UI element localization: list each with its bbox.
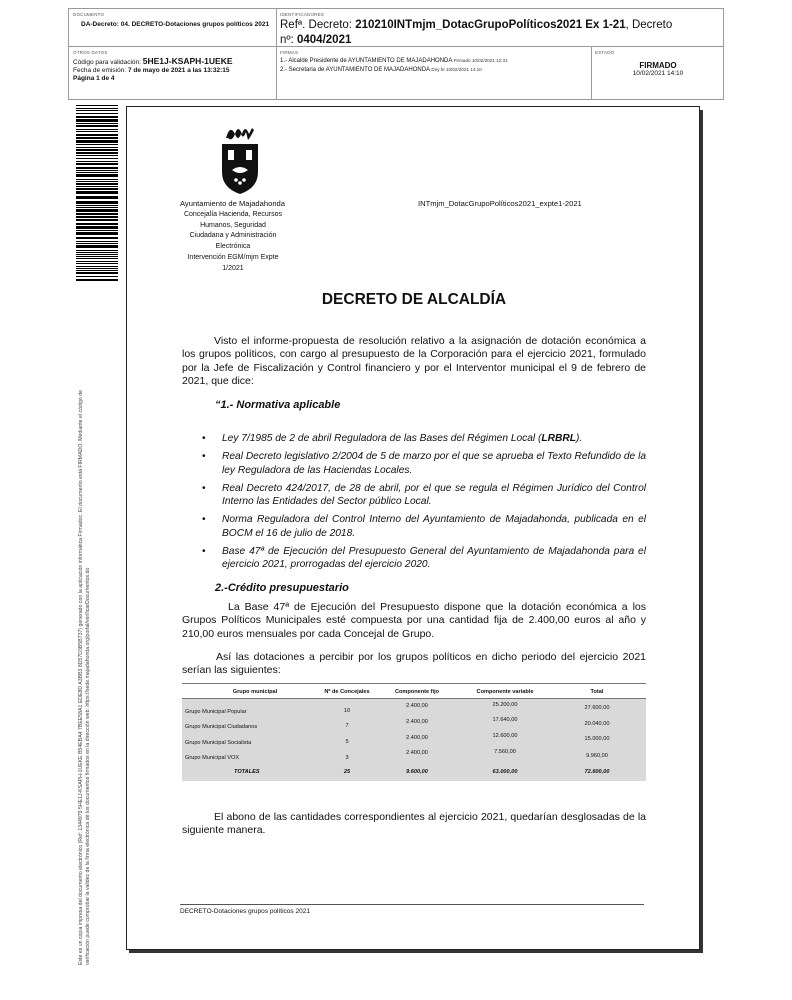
- totals-councillors: 25: [343, 769, 351, 775]
- list-item-text: Norma Reguladora del Control Interno del Ayuntamiento de Majadahonda, publicada en el BOCM el 16 de julio de 2018.: [222, 514, 646, 539]
- expediente-reference: INTmjm_DotacGrupoPolíticos2021_expte1-2021: [418, 199, 582, 208]
- fecha-value: 7 de mayo de 2021 a las 13:32:15: [127, 67, 230, 74]
- barcode-bar: [76, 272, 118, 274]
- list-item: [202, 545, 646, 572]
- cell-fixed: 2.400,00: [406, 703, 428, 709]
- barcode-bar: [76, 216, 118, 218]
- status-badge: FIRMADO: [639, 61, 677, 70]
- page-shadow-right: [700, 110, 703, 953]
- barcode-bar: [76, 213, 118, 215]
- barcode-bar: [76, 113, 118, 114]
- barcode-bar: [76, 254, 118, 255]
- totals-fixed: 9.600,00: [406, 769, 428, 775]
- col-header: Grupo municipal: [232, 689, 278, 695]
- estado-label: ESTADO: [595, 50, 615, 55]
- list-item-bold: LRBRL: [541, 433, 576, 444]
- page-count: Página 1 de 4: [73, 75, 115, 82]
- list-item: [202, 450, 646, 477]
- num-prefix: nº:: [280, 34, 294, 46]
- list-item-text: Real Decreto legislativo 2/2004 de 5 de marzo por el que se aprueba el Texto Refundido de la ley Reguladora de las Haciendas Locales.: [222, 451, 646, 476]
- otros-label: OTROS DATOS: [73, 50, 108, 55]
- barcode-bar: [76, 181, 118, 182]
- page-footer: DECRETO-Dotaciones grupos políticos 2021: [180, 908, 310, 915]
- documento-label: DOCUMENTO: [73, 12, 105, 17]
- firma-1: 1.- Alcalde Presidente de AYUNTAMIENTO DE MAJADAHONDA: [280, 58, 453, 64]
- list-item-text: Ley 7/1985 de 2 de abril Reguladora de las Bases del Régimen Local (: [222, 433, 542, 444]
- validation-code: 5HE1J-KSAPH-1UEKE: [142, 56, 233, 66]
- documento-value: DA-Decreto: 04. DECRETO-Dotaciones grupos políticos 2021: [81, 21, 270, 28]
- barcode-bar: [76, 170, 118, 171]
- intro-paragraph: Visto el informe-propuesta de resolución relativo a la asignación de dotación económica a los grupos políticos, con cargo al presupuesto de la Corporación para el ejercicio 2021, formulado por la Jefe de Fiscalización y Control financiero y por el Interventor municipal el 9 de febrero de 2021, que dice:: [182, 335, 646, 388]
- list-item-tail: ).: [575, 433, 583, 444]
- dept-line: 1/2021: [222, 264, 244, 272]
- barcode-bar: [76, 149, 118, 151]
- barcode-bar: [76, 252, 118, 253]
- cell-councillors: 3: [345, 755, 349, 761]
- barcode-bar: [76, 250, 118, 251]
- col-header: Componente variable: [476, 689, 534, 695]
- barcode-bar: [76, 167, 118, 169]
- barcode-bar: [76, 241, 118, 242]
- barcode-bar: [76, 152, 118, 154]
- barcode-bar: [76, 183, 118, 185]
- list-item-text: Real Decreto 424/2017, de 28 de abril, por el que se regula el Régimen Jurídico del Control Interno las Entidades del Sector público Local.: [222, 482, 646, 508]
- barcode-bar: [76, 270, 118, 271]
- side-verification-text: [78, 305, 92, 965]
- documento-cell: [73, 12, 273, 29]
- firma-1-date: Firmado 10/02/2021 12:31: [453, 58, 508, 63]
- ref-code: 210210INTmjm_DotacGrupoPolíticos2021 Ex 1-21: [355, 19, 626, 31]
- bullet-dot: •: [202, 433, 206, 444]
- cell-total: 20.040,00: [584, 721, 610, 727]
- ref-suffix: , Decreto: [625, 19, 673, 31]
- barcode-bar: [76, 137, 118, 139]
- barcode-bar: [76, 243, 118, 244]
- barcode-bar: [76, 186, 118, 187]
- barcode-bar: [76, 155, 118, 156]
- barcode-bar: [76, 134, 118, 136]
- firma-2-date: Doy fe 10/02/2021 14:10: [431, 66, 482, 72]
- list-item: [202, 513, 646, 540]
- decree-number: 0404/2021: [297, 34, 352, 46]
- firmas-label: FIRMAS: [280, 50, 299, 55]
- section-1-heading: “1.- Normativa aplicable: [215, 399, 341, 411]
- document-header: [68, 8, 724, 100]
- side-text-line-2: verificación puede comprobar la validez de la firma electrónica de los documentos firmados en la dirección web: https://sede.majadahonda.org/portal/verificarDocumentos.do: [85, 567, 91, 965]
- barcode-bar: [76, 131, 118, 132]
- barcode-bar: [76, 226, 118, 229]
- barcode-bar: [76, 205, 118, 206]
- fecha-prefix: Fecha de emisión:: [73, 67, 127, 74]
- barcode-bar: [76, 207, 118, 208]
- barcode-bar: [76, 223, 118, 225]
- cell-councillors: 10: [343, 708, 351, 714]
- col-header: Nº de Concejales: [324, 689, 370, 695]
- barcode-bar: [76, 263, 118, 264]
- barcode-bar: [76, 268, 118, 269]
- barcode-bar: [76, 258, 118, 259]
- list-item-text: Base 47ª de Ejecución del Presupuesto General del Ayuntamiento de Majadahonda para el ejercicio 2021, prorrogadas del ejercicio 2020.: [222, 546, 646, 571]
- barcode-bar: [76, 116, 118, 118]
- credit-paragraph: La Base 47ª de Ejecución del Presupuesto dispone que la dotación económica a los Grupos Políticos Municipales esté compuesta por una cantidad fija de 2.400,00 euros al año y 210,00 euros mensuales por cada Concejal de Grupo.: [182, 601, 646, 640]
- section-2-heading: 2.-Crédito presupuestario: [215, 582, 349, 594]
- cell-total: 15.000,00: [584, 736, 610, 742]
- barcode-bar: [76, 279, 118, 281]
- bullet-dot: •: [202, 482, 206, 494]
- barcode-bar: [76, 209, 118, 212]
- regulation-list: [202, 432, 646, 572]
- barcode-bar: [76, 219, 118, 221]
- cell-variable: 17.640,00: [492, 717, 518, 723]
- barcode-bar: [76, 174, 118, 177]
- cell-total: 9.960,00: [586, 753, 608, 759]
- otros-datos-cell: [73, 50, 273, 83]
- identificadores-label: IDENTIFICADORES: [280, 12, 325, 17]
- barcode-bar: [76, 261, 118, 262]
- barcode-bar: [76, 140, 118, 143]
- barcode-bar: [76, 188, 118, 190]
- barcode-bar: [76, 110, 118, 111]
- barcode-bar: [76, 237, 118, 239]
- barcode-bar: [76, 147, 118, 148]
- validacion-prefix: Código para validación:: [73, 59, 141, 66]
- barcode-bar: [76, 201, 118, 204]
- barcode-bar: [76, 163, 118, 165]
- allocations-paragraph: Así las dotaciones a percibir por los grupos políticos en dicho periodo del ejercicio 2021 serían las siguientes:: [182, 651, 646, 677]
- barcode-bar: [76, 125, 118, 127]
- bullet-dot: •: [202, 451, 206, 463]
- barcode-bar: [76, 256, 118, 257]
- barcode-bar: [76, 129, 118, 130]
- cell-fixed: 2.400,00: [406, 735, 428, 741]
- barcode-bar: [76, 179, 118, 180]
- barcode-bar: [76, 245, 118, 248]
- org-name: Ayuntamiento de Majadahonda: [180, 199, 285, 208]
- allocations-table: [182, 683, 646, 781]
- cell-group: Grupo Municipal Ciudadanos: [185, 724, 258, 730]
- barcode-bar: [76, 276, 118, 277]
- barcode-bar: [76, 105, 118, 106]
- totals-total: 72.600,00: [584, 769, 610, 775]
- list-item: [202, 482, 646, 509]
- dept-line: Intervención EGM/mjm Expte: [187, 253, 279, 261]
- closing-paragraph: El abono de las cantidades correspondientes al ejercicio 2021, quedarían desglosadas de la siguiente manera.: [182, 811, 646, 837]
- department-block: [178, 210, 288, 274]
- side-text-line-1: Este es un copia impresa del documento electrónico (Ref: 1344979 5HE1J-KSAPH-1UEKE B54EBA4 7BEE58A1 EDE8D A3BB3 8D57D3B5B737) generado con la aplicación informática Firmadoc. El documento está FIRMADO. Mediante el código de: [78, 390, 84, 965]
- status-date: 10/02/2021 14:10: [632, 70, 684, 77]
- barcode-bar: [76, 232, 118, 235]
- dept-line: Concejalía Hacienda, Recursos: [183, 211, 283, 218]
- ref-prefix: Refª. Decreto:: [280, 19, 353, 31]
- cell-fixed: 2.400,00: [406, 719, 428, 725]
- dept-line: Ciudadana y Administración: [189, 232, 277, 240]
- totals-label: TOTALES: [234, 769, 260, 775]
- cell-councillors: 5: [345, 739, 349, 745]
- barcode-bar: [76, 172, 118, 173]
- barcode-bar: [76, 158, 118, 159]
- barcode-image: [76, 105, 118, 281]
- col-header: Componente fijo: [394, 689, 440, 695]
- barcode-bar: [76, 119, 118, 122]
- firma-2: 2.- Secretaria de AYUNTAMIENTO DE MAJADAHONDA: [280, 66, 430, 73]
- barcode-bar: [76, 266, 118, 267]
- cell-group: Grupo Municipal Socialista: [185, 740, 252, 746]
- bullet-dot: •: [202, 514, 206, 526]
- barcode-bar: [76, 123, 118, 124]
- barcode-bar: [76, 191, 118, 194]
- cell-councillors: 7: [345, 723, 349, 729]
- page-title: DECRETO DE ALCALDÍA: [321, 291, 507, 308]
- footer-divider: [180, 904, 644, 905]
- identificadores-cell: [280, 12, 720, 48]
- cell-variable: 7.560,00: [494, 749, 516, 755]
- col-header: Total: [590, 689, 604, 695]
- barcode-bar: [76, 196, 118, 199]
- totals-variable: 63.000,00: [492, 769, 518, 775]
- barcode-bar: [76, 161, 118, 162]
- barcode-bar: [76, 108, 118, 109]
- cell-group: Grupo Municipal Popular: [185, 709, 247, 715]
- page-shadow-bottom: [129, 950, 703, 953]
- cell-group: Grupo Municipal VOX: [185, 755, 240, 761]
- cell-variable: 25.200,00: [492, 702, 518, 708]
- coat-of-arms-logo: [218, 120, 264, 198]
- firmas-cell: [280, 50, 590, 74]
- barcode-bar: [76, 144, 118, 145]
- estado-cell: [595, 50, 721, 77]
- barcode-bar: [76, 230, 118, 231]
- dept-line: Humanos, Seguridad: [200, 221, 266, 229]
- dept-line: Electrónica: [215, 243, 251, 251]
- cell-fixed: 2.400,00: [406, 750, 428, 756]
- cell-variable: 12.600,00: [492, 733, 518, 739]
- reference-line: [280, 18, 720, 48]
- bullet-dot: •: [202, 546, 206, 558]
- cell-total: 27.600,00: [584, 705, 610, 711]
- list-item: [202, 432, 646, 445]
